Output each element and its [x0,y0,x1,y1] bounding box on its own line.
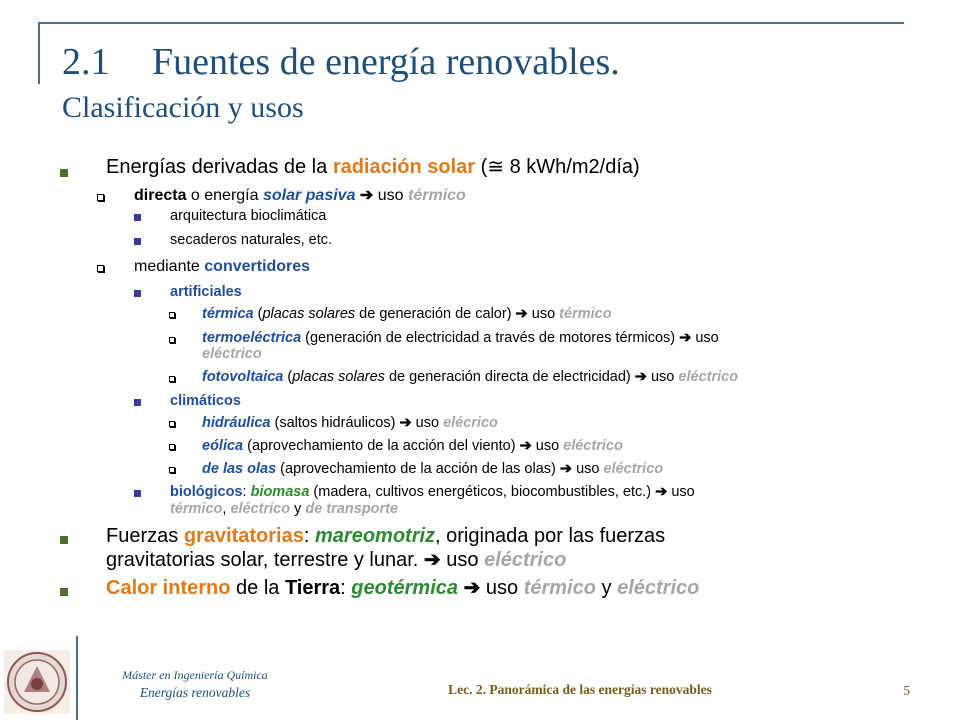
arrow-icon: ➔ [355,187,378,204]
text: uso [446,549,485,571]
text: eléctrico [678,369,739,385]
text: térmico [523,577,596,599]
text: : [242,484,251,500]
footer-master: Máster en Ingeniería Química [122,668,268,682]
text: (madera, cultivos energéticos, biocombustibles, etc.) [309,484,652,500]
text: uso [650,369,679,385]
arrow-icon: ➔ [675,330,696,346]
footer-lecture: Lec. 2. Panorámica de las energías renovables [448,682,712,697]
slide-title [62,40,620,84]
footer-course: Energías renovables [139,685,251,700]
text: placas solares [262,306,356,322]
text: (saltos hidráulicos) [270,415,396,431]
text: placas solares [292,369,385,385]
bullet-box [97,265,104,272]
text: mareomotriz [315,525,436,547]
text: : [340,577,352,599]
text: eléctrico [484,549,567,571]
text: : [303,525,315,547]
item-termoelectrica [202,330,719,346]
item-termoelectrica-cont: eléctrico [202,346,262,362]
text: eléctrico [230,501,291,517]
left-border-line [38,22,40,84]
text: ( [253,306,263,322]
item-termica [202,306,612,322]
text: termoeléctrica [202,330,302,346]
arrow-icon: ➔ [511,306,532,322]
bullet-square [134,490,141,497]
item-fotovoltaica [202,369,738,385]
item-secaderos: secaderos naturales, etc. [170,232,333,248]
text: térmica [202,306,254,322]
text: de la [230,577,285,599]
bullet-square [134,214,141,221]
text: uso [531,306,560,322]
page-number: 5 [903,683,910,698]
text: uso [535,438,564,454]
item-climaticos: climáticos [170,393,241,409]
text: eléctrico [563,438,623,454]
footer-divider [76,636,78,720]
section-number: 2.1 [62,41,110,83]
text: directa [134,187,187,204]
text: uso [576,461,604,477]
arrow-icon: ➔ [515,438,536,454]
text: mediante [134,258,205,275]
text: elécrico [443,415,498,431]
bullet-box [169,337,175,343]
text: radiación solar [332,156,476,178]
item-hidraulica [202,415,498,431]
item-artificiales: artificiales [170,284,242,300]
text: (generación de electricidad a través de motores térmicos) [301,330,676,346]
title-text: Fuentes de energía renovables. [152,41,620,83]
text: (aprovechamiento de la acción del viento) [243,438,516,454]
slide-subtitle: Clasificación y usos [62,91,304,124]
bullet-box [169,444,175,450]
text: Energías derivadas de la [106,156,333,178]
text: o energía [186,187,263,204]
item-olas [202,461,663,477]
text: Tierra [284,577,341,599]
text: Calor interno [106,577,231,599]
item-arquitectura: arquitectura bioclimática [170,208,327,224]
text: eólica [202,438,244,454]
bullet-box [169,312,175,318]
top-border-line [38,22,904,24]
text: convertidores [204,258,311,275]
text: fotovoltaica [202,369,284,385]
arrow-icon: ➔ [630,369,651,385]
arrow-icon: ➔ [555,461,577,477]
bullet-square [134,238,141,245]
text: , originada por las fuerzas [435,525,666,547]
bullet-box [97,194,104,201]
item-solar [106,156,640,179]
item-gravitatorias-cont [106,549,566,572]
item-eolica [202,438,623,454]
text: y [290,501,306,517]
text: biomasa [250,484,310,500]
text: uso [415,415,444,431]
text: térmico [170,501,223,517]
text: solar pasiva [262,187,356,204]
text: geotérmica [351,577,459,599]
text: ( [283,369,293,385]
bullet-square [60,536,68,544]
text: gravitatorias [183,525,304,547]
text: de las olas [202,461,277,477]
arrow-icon: ➔ [423,549,447,571]
item-biologicos-cont [170,501,398,518]
text: biológicos [170,484,243,500]
arrow-icon: ➔ [458,577,486,599]
bullet-square [60,169,68,177]
arrow-icon: ➔ [395,415,416,431]
text: (aprovechamiento de la acción de las olas) [276,461,556,477]
bullet-box [169,421,175,427]
bullet-box [169,467,175,473]
text: eléctrico [603,461,664,477]
arrow-icon: ➔ [651,484,672,500]
text: térmico [559,306,612,322]
item-calor-interno [106,577,699,600]
bullet-square [60,588,68,596]
item-biologicos [170,484,695,501]
text: hidráulica [202,415,271,431]
text: y [595,577,618,599]
text: uso [695,330,719,346]
university-seal-icon [4,650,70,714]
text: Fuerzas [106,525,184,547]
text: uso [485,577,524,599]
item-convertidores [134,257,310,276]
text: gravitatorias solar, terrestre y lunar. [106,549,424,571]
bullet-square [134,399,141,406]
bullet-square [134,290,141,297]
item-gravitatorias [106,525,665,548]
text: de transporte [305,501,399,517]
text: eléctrico [617,577,700,599]
item-directa [134,186,466,205]
text: uso [377,187,409,204]
text: térmico [408,187,466,204]
text: (≅ 8 kWh/m2/día) [475,156,640,178]
text: de generación directa de electricidad) [384,369,631,385]
text: de generación de calor) [355,306,512,322]
text: , [222,501,231,517]
bullet-box [169,376,175,382]
text: uso [671,484,695,500]
